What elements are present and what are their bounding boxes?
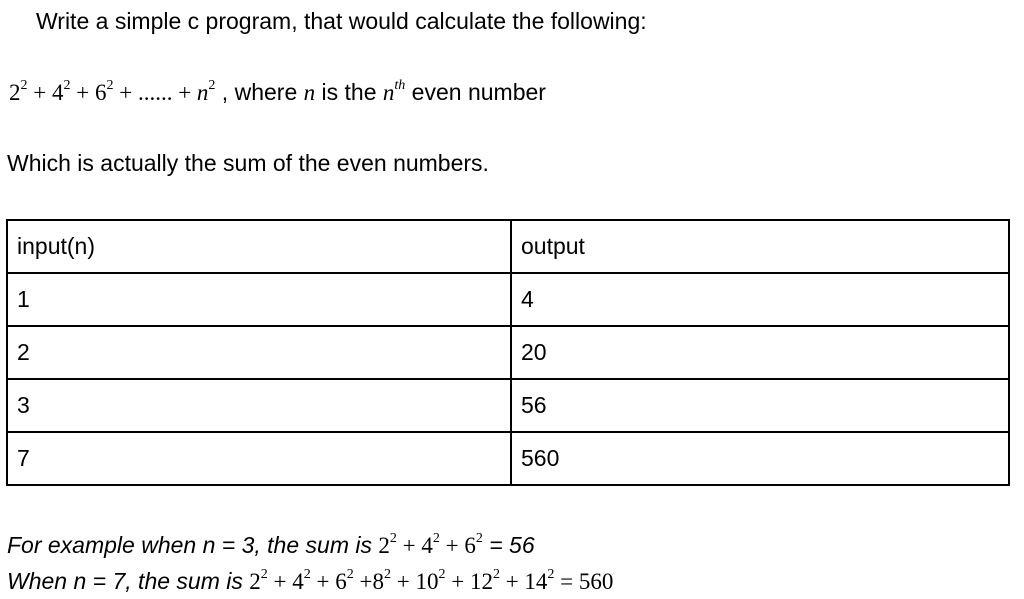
power-term: $14^2$ <box>524 567 555 594</box>
power-term: $8^2$ <box>372 567 391 594</box>
example-n3: For example when n = 3, the sum is $2^2 + 4^2 + 6^2 = 56$ <box>7 531 535 558</box>
power-term: $6^2$ <box>464 531 483 558</box>
table-header-row <box>7 220 1009 273</box>
cell-input: 2 <box>7 326 511 379</box>
header-input: input(n) <box>7 220 511 273</box>
power-term: $6^2$ <box>335 567 354 594</box>
example-n7: When n = 7, the sum is $2^2 + 4^2 + 6^2 +8^2 + 10^2 + 12^2 + 14^2 = 560$ <box>7 567 614 594</box>
plus-operator: + <box>445 569 470 594</box>
cell-input: 1 <box>7 273 511 326</box>
plus-operator: + <box>499 569 525 594</box>
plus-operator: + <box>310 569 336 594</box>
example-n3-terms <box>378 533 482 558</box>
plus-operator: + <box>390 569 416 594</box>
power-term: $12^2$ <box>469 567 500 594</box>
cell-output: 4 <box>511 273 1009 326</box>
example-n7-terms <box>249 569 554 594</box>
power-term: $2^2$ <box>249 567 268 594</box>
cell-output: 20 <box>511 326 1009 379</box>
power-term: $4^2$ <box>421 531 440 558</box>
sum-formula: $2^2 + 4^2 + 6^2$ + ...... + $n^2$ , where n is the $n^{th}$ even number <box>9 78 546 105</box>
plus-operator: + <box>267 569 293 594</box>
cell-output: 56 <box>511 379 1009 432</box>
problem-subtitle: Which is actually the sum of the even numbers. <box>7 150 489 176</box>
table-row <box>7 379 1009 432</box>
header-output: output <box>511 220 1009 273</box>
io-table <box>6 219 1010 486</box>
formula-term-3: $6^2$ <box>94 78 114 105</box>
cell-input: 3 <box>7 379 511 432</box>
table-row <box>7 432 1009 485</box>
cell-output: 560 <box>511 432 1009 485</box>
plus-operator: + <box>396 533 422 558</box>
problem-title: Write a simple c program, that would calculate the following: <box>36 8 647 34</box>
power-term: $10^2$ <box>415 567 446 594</box>
plus-operator: + <box>439 533 465 558</box>
power-term: $2^2$ <box>378 531 397 558</box>
formula-n-variable: n <box>303 80 316 105</box>
formula-term-1: $2^2$ <box>9 78 28 105</box>
formula-term-n: $n^2$ <box>196 78 216 105</box>
power-term: $4^2$ <box>292 567 311 594</box>
formula-nth: $n^{th}$ <box>382 78 406 105</box>
table-row <box>7 273 1009 326</box>
cell-input: 7 <box>7 432 511 485</box>
table-row <box>7 326 1009 379</box>
plus-operator: + <box>353 569 373 594</box>
formula-term-2: $4^2$ <box>51 78 71 105</box>
